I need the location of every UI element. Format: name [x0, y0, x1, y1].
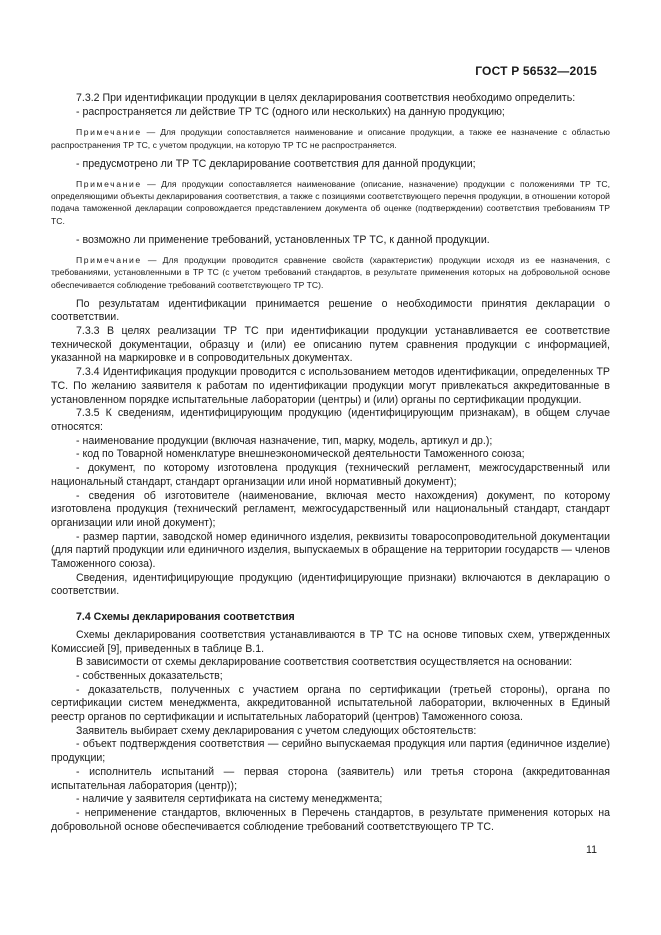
list-item: - размер партии, заводской номер единичного изделия, реквизиты товаросопроводительной документации (для партий продукции или единичного изделия, выпускаемых в обращение на территории государств — членов Таможенного союза). [51, 530, 610, 571]
page-number: 11 [586, 844, 597, 856]
list-item: - объект подтверждения соответствия — серийно выпускаемая продукция или партия (единичное изделие) продукции; [51, 738, 610, 765]
note-label: Примечание [76, 179, 142, 190]
paragraph: Сведения, идентифицирующие продукцию (идентифицирующие признаки) включаются в декларацию о соответствии. [51, 571, 610, 598]
note-label: Примечание [76, 255, 142, 266]
paragraph: 7.3.3 В целях реализации ТР ТС при идентификации продукции устанавливается ее соответствие технической документации, образцу и (или) ее описанию путем сравнения продукции с информацией, указанной на маркировке и в сопроводительных документах. [51, 325, 610, 365]
list-item: - исполнитель испытаний — первая сторона (заявитель) или третья сторона (аккредитованная испытательная лаборатория (центр)); [51, 765, 610, 792]
section-heading: 7.4 Схемы декларирования соответствия [76, 611, 295, 624]
paragraph: 7.3.5 К сведениям, идентифицирующим продукцию (идентифицирующим признакам), в общем случае относятся: [51, 407, 610, 433]
page-body [51, 92, 610, 834]
paragraph: В зависимости от схемы декларирование соответствия соответствия осуществляется на основании: [76, 656, 573, 669]
paragraph: По результатам идентификации принимается решение о необходимости принятия декларации о соответствии. [51, 297, 610, 324]
list-item: - распространяется ли действие ТР ТС (одного или нескольких) на данную продукцию; [76, 105, 505, 118]
list-item: - доказательств, полученных с участием органа по сертификации (третьей стороны), органа по сертификации систем менеджмента, аккредитованной испытательной лаборатории, включенных в Единый реестр органов по сертификации и испытательных лабораторий (центров) Таможенного союза. [51, 683, 610, 724]
list-item: - наличие у заявителя сертификата на систему менеджмента; [76, 793, 383, 806]
note-text: — Для продукции сопоставляется наименование и описание продукции, а также ее назначение с областью распространения ТР ТС, с учетом продукции, на которую ТР ТС не распространяется. [51, 127, 610, 150]
note [51, 254, 610, 290]
list-item: - возможно ли применение требований, установленных ТР ТС, к данной продукции. [76, 233, 490, 246]
list-item: - собственных доказательств; [76, 669, 223, 682]
list-item: - документ, по которому изготовлена продукция (технический регламент, межгосударственный или национальный стандарт, стандарт организации или иной нормативный документ); [51, 462, 610, 488]
list-item: - предусмотрено ли ТР ТС декларирование соответствия для данной продукции; [76, 157, 476, 170]
paragraph: 7.3.4 Идентификация продукции проводится с использованием методов идентификации, определенных ТР ТС. По желанию заявителя к работам по идентификации продукции могут привлекаться аккредитованные в установленном порядке испытательные лаборатории (центры) и (или) органы по сертификации продукции. [51, 366, 610, 406]
list-item: - наименование продукции (включая назначение, тип, марку, модель, артикул и др.); [76, 434, 493, 447]
note [51, 126, 610, 150]
list-item: - неприменение стандартов, включенных в Перечень стандартов, в результате применения которых на добровольной основе обеспечивается соблюдение требований соответствующего ТР ТС. [51, 806, 610, 833]
list-item: - код по Товарной номенклатуре внешнеэкономической деятельности Таможенного союза; [76, 448, 525, 461]
note-text: — Для продукции сопоставляется наименование (описание, назначение) продукции с положениями ТР ТС, определяющими объекты декларирования соответствия, а также с позициями соответствующего перечня продукции, в отношении которой подача таможенной декларации сопровождается представлением документа об оценке (подтверждении) соответствия требованиям ТР ТС. [51, 179, 610, 226]
list-item: - сведения об изготовителе (наименование, включая место нахождения) документ, по которому изготовлена продукция (технический регламент, межгосударственный или национальный стандарт, стандарт организации или иной документ); [51, 489, 610, 529]
paragraph: 7.3.2 При идентификации продукции в целях декларирования соответствия необходимо определить: [76, 92, 576, 104]
paragraph: Заявитель выбирает схему декларирования с учетом следующих обстоятельств: [76, 724, 477, 737]
note-text: — Для продукции проводится сравнение свойств (характеристик) продукции исходя из ее назначения, с требованиями, установленными в ТР ТС (с учетом требований стандартов, в результате применения которых на добровольной основе обеспечивается соблюдение требований соответствующего ТР ТС). [51, 255, 610, 290]
paragraph: Схемы декларирования соответствия устанавливаются в ТР ТС на основе типовых схем, утвержденных Комиссией [9], приведенных в таблице В.1. [51, 628, 610, 655]
note [51, 178, 610, 226]
note-label: Примечание [76, 127, 142, 138]
document-code-header: ГОСТ Р 56532—2015 [475, 64, 597, 78]
